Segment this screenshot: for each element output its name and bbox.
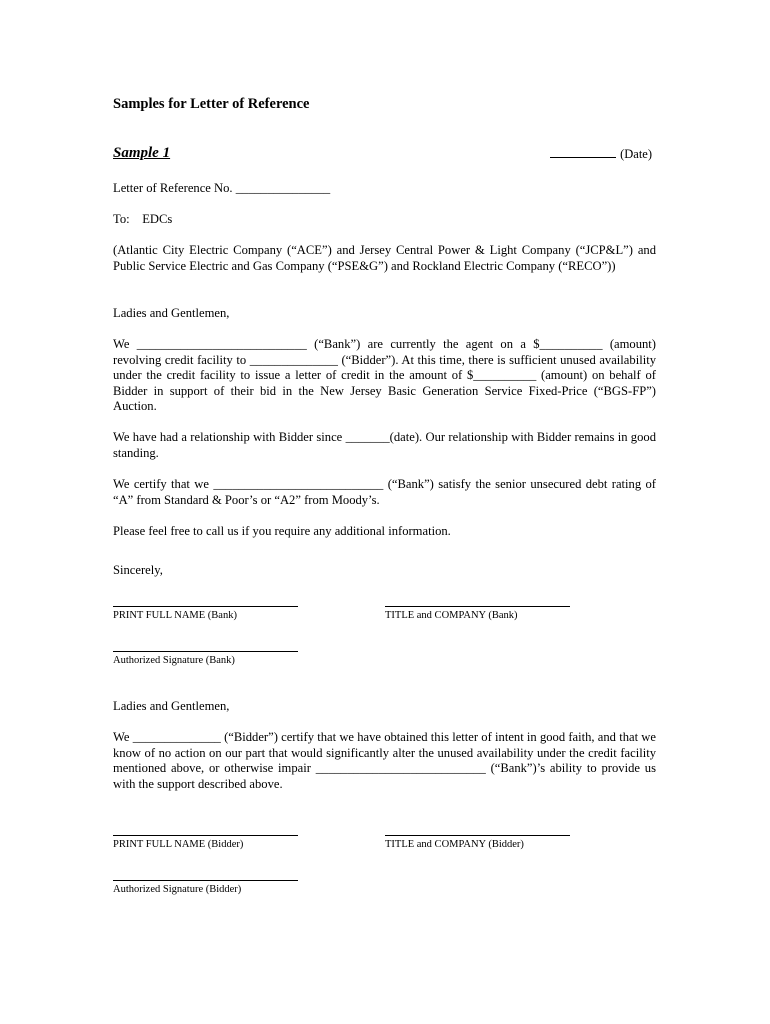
to-line: To: EDCs (113, 212, 173, 226)
bidder-certify-paragraph: We ______________ (“Bidder”) certify that we have obtained this letter of intent in good faith, and that we know of no action on our part that would significantly alter the unused availability under the credit facility mentioned above, or otherwise impair ___________________________ (“Bank”)’s ability to provide us with the support described above. (113, 730, 656, 791)
edc-list-paragraph: (Atlantic City Electric Company (“ACE”) and Jersey Central Power & Light Company (“JCP&L”) and Public Service Electric and Gas Company (“PSE&G”) and Rockland Electric Company (“RECO”)) (113, 243, 656, 273)
document-title: Samples for Letter of Reference (113, 96, 310, 112)
salutation-1: Ladies and Gentlemen, (113, 306, 230, 320)
bank-title-company-line (385, 606, 570, 607)
bank-print-name-label: PRINT FULL NAME (Bank) (113, 610, 237, 621)
bidder-signature-label: Authorized Signature (Bidder) (113, 884, 242, 895)
closing: Sincerely, (113, 563, 163, 577)
bank-agent-paragraph: We ___________________________ (“Bank”) are currently the agent on a $__________ (amount) revolving credit facility to ______________ (“Bidder”). At this time, there is sufficient unused availability under the credit facility to issue a letter of credit in the amount of $__________ (amount) on behalf of Bidder in support of their bid in the New Jersey Basic Generation Service Fixed-Price (“BGS-FP”) Auction. (113, 337, 656, 413)
bidder-signature-line (113, 880, 298, 881)
bidder-print-name-label: PRINT FULL NAME (Bidder) (113, 839, 244, 850)
date-label: (Date) (620, 147, 652, 161)
bank-print-name-line (113, 606, 298, 607)
bidder-print-name-line (113, 835, 298, 836)
bidder-title-company-line (385, 835, 570, 836)
salutation-2: Ladies and Gentlemen, (113, 699, 230, 713)
bank-signature-line (113, 651, 298, 652)
bidder-title-company-label: TITLE and COMPANY (Bidder) (385, 839, 524, 850)
reference-number-line: Letter of Reference No. _______________ (113, 181, 331, 195)
date-blank-line (550, 147, 616, 158)
bank-title-company-label: TITLE and COMPANY (Bank) (385, 610, 518, 621)
bank-signature-label: Authorized Signature (Bank) (113, 655, 235, 666)
sample-heading: Sample 1 (113, 145, 171, 161)
certify-paragraph: We certify that we ___________________________ (“Bank”) satisfy the senior unsecured debt rating of “A” from Standard & Poor’s or “A2” from Moody’s. (113, 477, 656, 507)
date-field (550, 147, 652, 162)
relationship-paragraph: We have had a relationship with Bidder since _______(date). Our relationship with Bidder remains in good standing. (113, 430, 656, 460)
contact-paragraph: Please feel free to call us if you require any additional information. (113, 524, 451, 538)
